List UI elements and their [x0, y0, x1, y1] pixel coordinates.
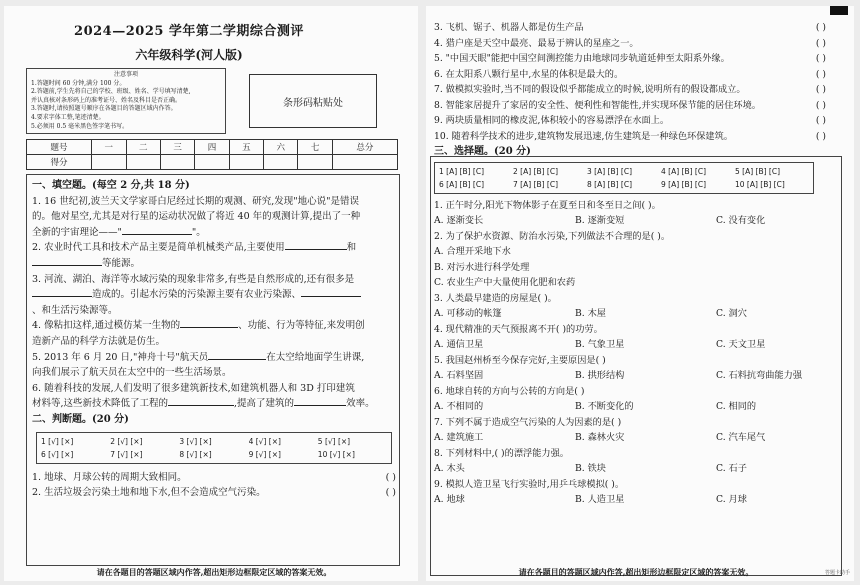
fill-q3: 3. 河流、湖泊、海洋等水域污染的现象非常多,有些是自然形成的,还有很多是 [32, 273, 355, 285]
blank-field[interactable] [208, 350, 266, 360]
choice-options [434, 306, 826, 322]
text: 材料等,这些新技术降低了工程的 [32, 398, 169, 410]
choice-options [434, 492, 826, 508]
score-header-cell: 四 [195, 140, 229, 155]
right-questions [434, 20, 826, 508]
answer-bubble-row[interactable]: 8 [A] [B] [C] [587, 179, 632, 189]
option: B. 逐渐变短 [575, 215, 625, 226]
option: C. 天文卫星 [716, 339, 766, 350]
text: 5. 2013 年 6 月 20 日,"神舟十号"航天员 [32, 351, 209, 363]
text: 在太空给地面学生讲课, [266, 351, 365, 363]
fill-q5: 向我们展示了航天员在太空中的一些生活场景。 [32, 367, 232, 379]
question-text: 7. 做模拟实验时,当不同的假设似乎都能成立的时候,说明所有的假设都成立。 [434, 84, 746, 95]
question-text: 3. 飞机、锯子、机器人都是仿生产品 [434, 22, 584, 33]
option: A. 石料坚固 [434, 370, 484, 381]
question-text: 8. 智能家居提升了家居的安全性、便利性和智能性,并实现环保节能的居住环境。 [434, 99, 761, 111]
answer-bubble-row[interactable]: 8 [√] [×] [179, 449, 212, 459]
score-header-cell: 三 [160, 140, 194, 155]
blank-field[interactable] [32, 287, 92, 297]
option: C. 石子 [716, 463, 747, 474]
option: C. 石料抗弯曲能力强 [716, 370, 803, 381]
answer-bubble-row[interactable]: 1 [√] [×] [41, 436, 74, 446]
answer-paren[interactable]: ( ) [815, 115, 826, 126]
blank-field[interactable] [122, 225, 192, 235]
text: 、功能、行为等特征,来发明创 [238, 320, 365, 332]
option: A. 通信卫星 [434, 339, 484, 350]
blank-field[interactable] [285, 240, 347, 250]
choice-q8: 8. 下列材料中,( )的漂浮能力强。 [434, 447, 569, 459]
text: 2. 农业时代工具和技术产品主要是简单机械类产品,主要使用 [32, 242, 285, 254]
choice-q9: 9. 模拟人造卫星飞行实验时,用乒乓球模拟( )。 [434, 478, 625, 490]
score-table [26, 139, 398, 170]
judge-q4 [434, 36, 826, 52]
text: 效率。 [346, 398, 375, 410]
option: A. 逐渐变长 [434, 215, 484, 226]
judge-q8 [434, 98, 826, 114]
exam-title: 2024—2025 学年第二学期综合测评 [74, 24, 304, 39]
option: B. 铁块 [575, 463, 606, 474]
option: B. 拱形结构 [575, 370, 625, 381]
fill-q1: 1. 16 世纪初,波兰天文学家哥白尼经过长期的观测、研究,发现"地心说"是错误 [32, 195, 359, 207]
text: "。 [191, 226, 206, 238]
choice-q1: 1. 正午时分,阳光下物体影子在夏至日和冬至日之间( )。 [434, 199, 661, 211]
fill-q3 [32, 287, 396, 303]
score-cell[interactable] [264, 155, 298, 170]
score-cell[interactable] [229, 155, 263, 170]
choice-options [434, 430, 826, 446]
option: C. 汽车尾气 [716, 432, 766, 443]
judge-q9 [434, 113, 826, 129]
option: C. 相同的 [716, 401, 757, 412]
score-cell[interactable] [298, 155, 332, 170]
notice-line: 2.答题前,学生先将自己的学校、班级、姓名、学号填写清楚, [31, 88, 191, 96]
notice-line: 并认真核对条形码上的准考证号、姓名及科目是否正确。 [31, 96, 182, 104]
choice-q3: 3. 人类最早建造的房屋是( )。 [434, 292, 557, 304]
answer-bubble-row[interactable]: 3 [A] [B] [C] [587, 166, 632, 176]
answer-bubble-row[interactable]: 5 [√] [×] [317, 436, 351, 446]
answer-paren[interactable]: ( ) [815, 37, 826, 49]
score-header-cell: 五 [229, 140, 263, 155]
answer-paren[interactable]: ( ) [815, 99, 826, 111]
judge-q10 [434, 129, 826, 145]
answer-bubble-row[interactable]: 4 [√] [×] [248, 436, 281, 446]
answer-bubble-row[interactable]: 1 [A] [B] [C] [439, 166, 484, 176]
answer-bubble-row[interactable]: 4 [A] [B] [C] [661, 166, 706, 176]
answer-bubble-row[interactable]: 9 [√] [×] [248, 449, 281, 459]
choice-options [434, 461, 826, 477]
text: ,提高了建筑的 [234, 398, 295, 410]
text: 等能源。 [102, 257, 141, 269]
score-header-cell: 二 [126, 140, 160, 155]
choice-options [434, 399, 826, 415]
answer-bubble-row[interactable]: 6 [√] [×] [41, 449, 74, 459]
answer-bubble-row[interactable]: 2 [A] [B] [C] [513, 166, 558, 176]
option: B. 对污水进行科学处理 [434, 261, 530, 273]
answer-bubble-row[interactable]: 6 [A] [B] [C] [439, 179, 484, 189]
notice-title: 注意事项 [113, 71, 138, 78]
fill-q4 [32, 318, 396, 334]
answer-paren[interactable]: ( ) [385, 487, 396, 499]
answer-paren[interactable]: ( ) [815, 68, 826, 80]
score-header-cell: 七 [298, 140, 332, 155]
option: A. 不相同的 [434, 401, 484, 412]
judge-q6 [434, 67, 826, 83]
option: A. 建筑施工 [434, 432, 484, 443]
answer-paren[interactable]: ( ) [815, 84, 826, 95]
right-page [426, 6, 854, 581]
fill-q6 [32, 396, 396, 412]
fill-q6: 6. 随着科技的发展,人们发明了很多建筑新技术,如建筑机器人和 3D 打印建筑 [32, 382, 355, 394]
choice-options [434, 337, 826, 353]
answer-bubble-row[interactable]: 10 [√] [×] [317, 449, 355, 459]
score-header-cell: 一 [92, 140, 126, 155]
text: 4. 像粘扣这样,通过模仿某一生物的 [32, 320, 181, 332]
blank-field[interactable] [32, 256, 102, 266]
watermark-logo: 答题卡助手 [824, 570, 850, 576]
option: B. 气象卫星 [575, 339, 625, 350]
answer-paren[interactable]: ( ) [385, 471, 396, 483]
score-header-cell: 六 [264, 140, 298, 155]
footer-note: 请在各题目的答题区域内作答,超出矩形边框限定区域的答案无效。 [96, 567, 332, 577]
answer-paren[interactable]: ( ) [815, 53, 826, 64]
barcode-area: 条形码粘贴处 [249, 74, 377, 128]
question-text: 10. 随着科学技术的进步,建筑物发展迅速,仿生建筑是一种绿色环保建筑。 [434, 130, 733, 142]
judge-q3 [434, 20, 826, 36]
answer-bubble-row[interactable]: 7 [A] [B] [C] [513, 179, 558, 189]
choice-options [434, 368, 826, 384]
option: A. 可移动的帐篷 [434, 308, 502, 319]
option: C. 月球 [716, 494, 747, 505]
section2-title: 二、判断题。(20 分) [32, 413, 129, 425]
fill-q4: 造新产品的科学方法就是仿生。 [32, 335, 166, 347]
score-cell[interactable] [92, 155, 126, 170]
left-page [4, 6, 418, 581]
score-value-row [27, 155, 398, 170]
choice-q5: 5. 我国赵州桥至今保存完好,主要原因是( ) [434, 354, 606, 366]
notice-box [26, 68, 226, 134]
judge-q1 [32, 470, 396, 486]
answer-bubble-row[interactable]: 2 [√] [×] [110, 436, 143, 446]
question-text: 1. 地球、月球公转的周期大致相同。 [32, 471, 187, 483]
text: 和 [346, 242, 357, 254]
option: B. 木屋 [575, 308, 606, 319]
judge-q5 [434, 51, 826, 67]
notice-line: 4.要求字体工整,笔迹清楚。 [31, 113, 105, 121]
judge-q7 [434, 82, 826, 98]
judge-q2 [32, 485, 396, 501]
choice-options [434, 213, 826, 229]
fill-q1 [32, 225, 396, 241]
text: 全新的宇宙理论——" [32, 226, 122, 238]
option: C. 洞穴 [716, 308, 747, 319]
answer-paren[interactable]: ( ) [815, 22, 826, 33]
option: A. 合理开采地下水 [434, 246, 511, 257]
score-cell[interactable] [126, 155, 160, 170]
question-text: 5. "中国天眼"能把中国空间测控能力由地球同步轨道延伸至太阳系外缘。 [434, 53, 730, 64]
blank-field[interactable] [301, 287, 361, 297]
option: A. 地球 [434, 494, 465, 505]
notice-line: 1.答题时间 60 分钟,满分 100 分。 [31, 79, 126, 87]
choice-q7: 7. 下列不属于造成空气污染的人为因素的是( ) [434, 416, 622, 428]
footer-note: 请在各题目的答题区域内作答,超出矩形边框限定区域的答案无效。 [518, 567, 754, 577]
fill-q2 [32, 240, 396, 256]
answer-bubble-row[interactable]: 7 [√] [×] [110, 449, 143, 459]
exam-subtitle: 六年级科学(河人版) [135, 48, 243, 62]
question-text: 9. 两块质量相同的橡皮泥,体积较小的容易漂浮在水面上。 [434, 115, 670, 126]
blank-field[interactable] [168, 396, 234, 406]
score-row-label: 得分 [27, 155, 92, 170]
option: C. 农业生产中大量使用化肥和农药 [434, 277, 576, 288]
choice-answer-grid [434, 162, 814, 194]
choice-q4: 4. 现代精准的天气预报离不开( )的功劳。 [434, 323, 603, 335]
text: 、和生活污染源等。 [32, 304, 118, 316]
answer-bubble-row[interactable]: 5 [A] [B] [C] [735, 166, 780, 176]
choice-q2: 2. 为了保护水资源、防治水污染,下列做法不合理的是( )。 [434, 230, 671, 242]
blank-field[interactable] [294, 396, 346, 406]
left-questions [32, 178, 396, 501]
question-text: 2. 生活垃圾会污染土地和地下水,但不会造成空气污染。 [32, 487, 266, 499]
notice-line: 3.答题时,请按照题号顺序在各题目的答题区域内作答。 [31, 105, 177, 113]
answer-bubble-row[interactable]: 10 [A] [B] [C] [735, 179, 785, 189]
judgement-answer-grid [36, 432, 392, 464]
option: B. 森林火灾 [575, 432, 625, 443]
section1-title: 一、填空题。(每空 2 分,共 18 分) [32, 180, 190, 191]
score-header-cell: 题号 [27, 140, 92, 155]
question-text: 6. 在太阳系八颗行星中,水星的体积是最大的。 [434, 68, 624, 80]
question-text: 4. 猎户座是天空中最亮、最易于辨认的星座之一。 [434, 37, 639, 49]
option: A. 木头 [434, 463, 465, 474]
answer-bubble-row[interactable]: 9 [A] [B] [C] [661, 179, 706, 189]
answer-paren[interactable]: ( ) [815, 130, 826, 142]
option: B. 不断变化的 [575, 401, 634, 412]
answer-bubble-row[interactable]: 3 [√] [×] [179, 436, 212, 446]
option: B. 人造卫星 [575, 494, 625, 505]
corner-marker [830, 6, 848, 15]
score-header-row [27, 140, 398, 155]
fill-q5 [32, 350, 396, 366]
option: C. 没有变化 [716, 215, 766, 226]
score-header-cell: 总分 [332, 140, 397, 155]
score-cell[interactable] [160, 155, 194, 170]
notice-line: 5.必须用 0.5 毫米黑色签字笔书写。 [31, 122, 129, 130]
fill-q3 [32, 303, 396, 319]
fill-q2 [32, 256, 396, 272]
text: 造成的。引起水污染的污染源主要有农业污染源、 [92, 289, 302, 301]
blank-field[interactable] [180, 318, 238, 328]
score-cell[interactable] [195, 155, 229, 170]
score-cell[interactable] [332, 155, 397, 170]
section3-title: 三、选择题。(20 分) [434, 146, 531, 157]
choice-q6: 6. 地球自转的方向与公转的方向是( ) [434, 385, 585, 397]
fill-q1: 的。他对星空,尤其是对行星的运动状况做了将近 40 年的观测计算,提出了一种 [32, 211, 361, 223]
